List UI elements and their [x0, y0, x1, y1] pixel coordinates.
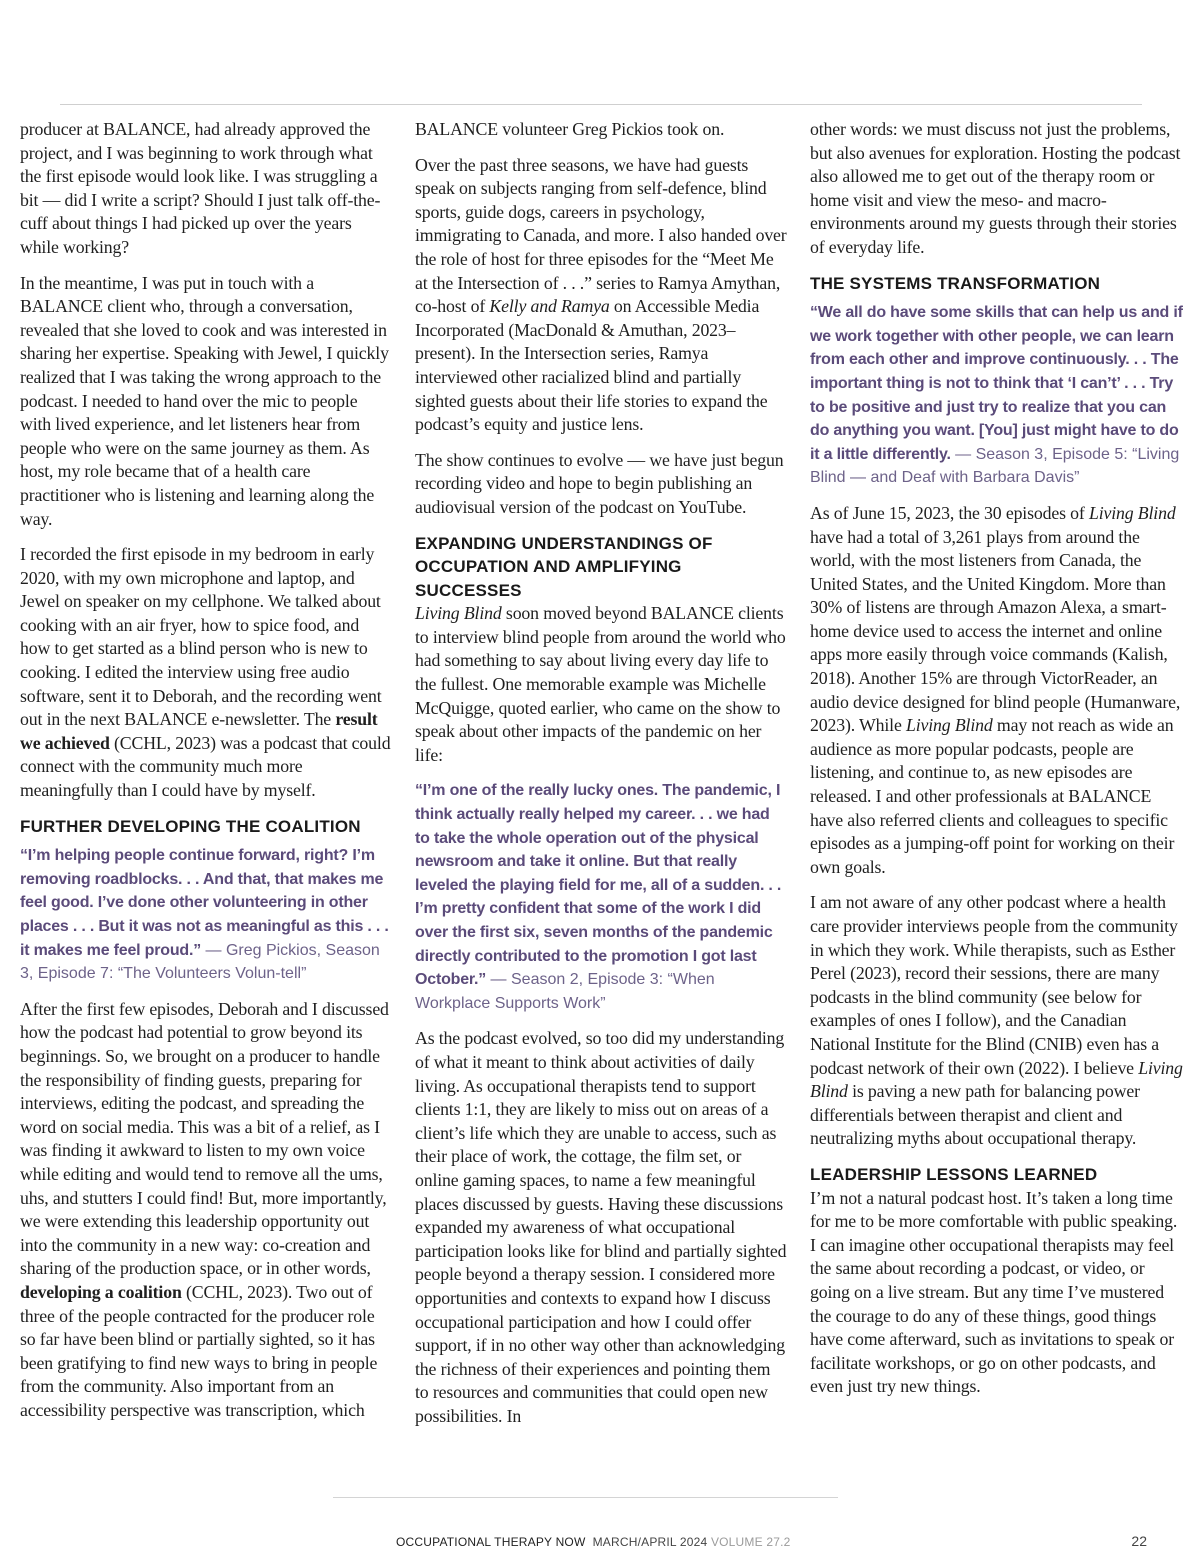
bold-phrase: developing a coalition	[20, 1281, 182, 1302]
paragraph	[20, 543, 392, 803]
bold-phrase: result we achieved	[20, 709, 378, 753]
paragraph: In the meantime, I was put in touch with a BALANCE client who, through a conversation, revealed that she loved to cook and was interested in sharing her expertise. Speaking with Jewel, I quickly realized that I was taking the wrong approach to the podcast. I needed to hand over the mic to people with lived experience, and let listeners hear from people who were on the same journey as them. As host, my role became that of a health care practitioner who is listening and learning along the way.	[20, 272, 389, 529]
heading-line: EXPANDING UNDERSTANDINGS OF	[415, 533, 713, 553]
section-heading: LEADERSHIP LESSONS LEARNED	[810, 1164, 1098, 1184]
footer-masthead	[396, 1535, 791, 1549]
section-heading: THE SYSTEMS TRANSFORMATION	[810, 273, 1101, 293]
paragraph	[415, 154, 787, 437]
text: is paving a new path for balancing power differentials between therapist and client and neutralizing myths about occupational therapy.	[810, 1081, 1140, 1149]
text: I recorded the first episode in my bedroom in early 2020, with my own microphone and laptop, and Jewel on speaker on my cellphone. We talked about cooking with an air fryer, how to spice food, and how to get started as a blind person who is new to cooking. I edited the interview using free audio software, sent it to Deborah, and the recording went out in the next BALANCE e-newsletter. The	[20, 544, 382, 730]
text: have had a total of 3,261 plays from around the world, with the most listeners from Canada, the United States, and the United Kingdom. More than 30% of listens are through Amazon Alexa, a smart-home device used to access the internet and online apps more easily through voice commands (Kalish, 2018). Another 15% are through VictorReader, an audio device designed for blind people (Humanware, 2023). While	[810, 526, 1181, 736]
text: I am not aware of any other podcast where a health care provider interviews people from the community in which they work. While therapists, such as Esther Perel (2023), record their sessions, there are many podcasts in the blind community (see below for examples of ones I follow), and the Canadian National Institute for the Blind (CNIB) even has a podcast network of their own (2022). I believe	[810, 892, 1178, 1078]
footer-rule	[333, 1497, 838, 1498]
italic-title: Kelly and Ramya	[489, 296, 610, 317]
column-2	[415, 118, 787, 1428]
pull-quote	[810, 301, 1185, 490]
paragraph: producer at BALANCE, had already approved the project, and I was beginning to work through what the first episode would look like. I was struggling a bit — did I write a script? Should I just talk off-the-cuff about things I had picked up over the years while working?	[20, 119, 381, 257]
quote-text: “I’m helping people continue forward, right? I’m removing roadblocks. . . And that, that makes me feel good. I’ve done other volunteering in other places . . . But it was not as meaningful as this . . . it makes me feel proud.”	[20, 847, 389, 959]
section-heading: FURTHER DEVELOPING THE COALITION	[20, 816, 361, 836]
pull-quote	[20, 844, 392, 986]
page-footer	[0, 1533, 1175, 1553]
quote-text: “I’m one of the really lucky ones. The pandemic, I think actually really helped my career. . . we had to take the whole operation out of the physical newsroom and take it online. But that really leveled the playing field for me, all of a sudden. . . I’m pretty confident that some of the work I did over the first six, seven months of the pandemic directly contributed to the promotion I got last October.”	[415, 782, 782, 989]
volume-number: VOLUME 27.2	[710, 1535, 791, 1549]
quote-attribution: — Season 2, Episode 3: “When Workplace Supports Work”	[415, 971, 715, 1012]
paragraph	[415, 602, 787, 767]
paragraph	[810, 502, 1185, 880]
quote-text: “We all do have some skills that can help us and if we work together with other people, we can learn from each other and improve continuously. . . The important thing is not to think that ‘I can’t’ . . . Try to be positive and just try to realize that you can do anything you want. [You] just might have to do it a little differently.	[810, 304, 1183, 463]
section-heading	[415, 532, 787, 603]
italic-title: Living Blind	[415, 603, 502, 624]
paragraph: I’m not a natural podcast host. It’s taken a long time for me to be more comfortable with public speaking. I can imagine other occupational therapists may feel the same about recording a podcast, or video, or going on a live stream. But any time I’ve mustered the courage to do any of these things, good things have come afterward, such as invitations to speak or facilitate workshops, or go on other podcasts, and even just try new things.	[810, 1187, 1178, 1397]
paragraph	[810, 891, 1185, 1151]
magazine-name: OCCUPATIONAL THERAPY NOW	[396, 1535, 586, 1549]
paragraph: As the podcast evolved, so too did my understanding of what it meant to think about activities of daily living. As occupational therapists tend to support clients 1:1, they are likely to miss out on areas of a client’s life which they are unable to access, such as their place of work, the cottage, the film set, or online gaming spaces, to name a few meaningful places discussed by guests. Having these discussions expanded my awareness of what occupational participation looks like for blind and partially sighted people beyond a therapy session. I considered more opportunities and contexts to expand how I discuss occupational participation and how I could offer support, if in no other way other than acknowledging the richness of their experiences and pointing them to resources and communities that could open new possibilities. In	[415, 1028, 787, 1426]
heading-line: OCCUPATION AND AMPLIFYING	[415, 557, 682, 577]
page-number: 22	[1131, 1533, 1147, 1549]
text: may not reach as wide an audience as more popular podcasts, people are listening, and continue to, as new episodes are released. I and other professionals at BALANCE have also referred clients and colleagues to specific episodes as a jumping-off point for working on their own goals.	[810, 715, 1175, 877]
text: As of June 15, 2023, the 30 episodes of	[810, 502, 1089, 523]
heading-line: SUCCESSES	[415, 580, 522, 600]
text: After the first few episodes, Deborah and I discussed how the podcast had potential to grow beyond its beginnings. So, we brought on a producer to handle the responsibility of finding guests, preparing for interviews, editing the podcast, and spreading the word on social media. This was a bit of a relief, as I was finding it awkward to listen to my own voice while editing and would tend to remove all the ums, uhs, and stutters I could find! But, more importantly, we were extending this leadership opportunity out into the community in a new way: co-creation and sharing of the production space, or in other words,	[20, 998, 389, 1279]
italic-title: Living Blind	[906, 715, 993, 736]
text: (CCHL, 2023). Two out of three of the people contracted for the producer role so far have been blind or partially sighted, so it has been gratifying to find new ways to bring in people from the community. Also important from an accessibility perspective was transcription, which	[20, 1281, 378, 1420]
paragraph: The show continues to evolve — we have just begun recording video and hope to begin publishing an audiovisual version of the podcast on YouTube.	[415, 449, 784, 517]
text: Over the past three seasons, we have had guests speak on subjects ranging from self-defence, blind sports, guide dogs, careers in psychology, immigrating to Canada, and more. I also handed over the role of host for three episodes for the “Meet Me at the Intersection of . . .” series to Ramya Amythan, co-host of	[415, 154, 787, 317]
text: on Accessible Media Incorporated (MacDonald & Amuthan, 2023–present). In the Intersection series, Ramya interviewed other racialized blind and partially sighted guests about their life stories to expand the podcast’s equity and justice lens.	[415, 296, 768, 435]
column-3	[810, 118, 1185, 1399]
text: soon moved beyond BALANCE clients to interview blind people from around the world who had something to say about living every day life to the fullest. One memorable example was Michelle McQuigge, quoted earlier, who came on the show to speak about other impacts of the pandemic on her life:	[415, 603, 786, 765]
italic-title: Living Blind	[1088, 502, 1176, 523]
issue-date: MARCH/APRIL 2024	[592, 1535, 708, 1549]
top-rule	[60, 104, 1142, 105]
text: (CCHL, 2023) was a podcast that could connect with the community much more meaningfully than I could have by myself.	[20, 732, 391, 801]
quote-attribution: — Season 3, Episode 5: “Living Blind — and Deaf with Barbara Davis”	[810, 445, 1180, 487]
paragraph	[20, 998, 392, 1423]
paragraph: other words: we must discuss not just the problems, but also avenues for exploration. Hosting the podcast also allowed me to get out of the therapy room or home visit and view the meso- and macro-environments around my guests through their stories of everyday life.	[810, 119, 1181, 257]
column-1	[20, 118, 392, 1422]
pull-quote	[415, 779, 787, 1015]
italic-title: Living Blind	[810, 1057, 1183, 1102]
paragraph: BALANCE volunteer Greg Pickios took on.	[415, 119, 725, 139]
quote-attribution: — Greg Pickios, Season 3, Episode 7: “The Volunteers Volun-tell”	[20, 941, 380, 983]
